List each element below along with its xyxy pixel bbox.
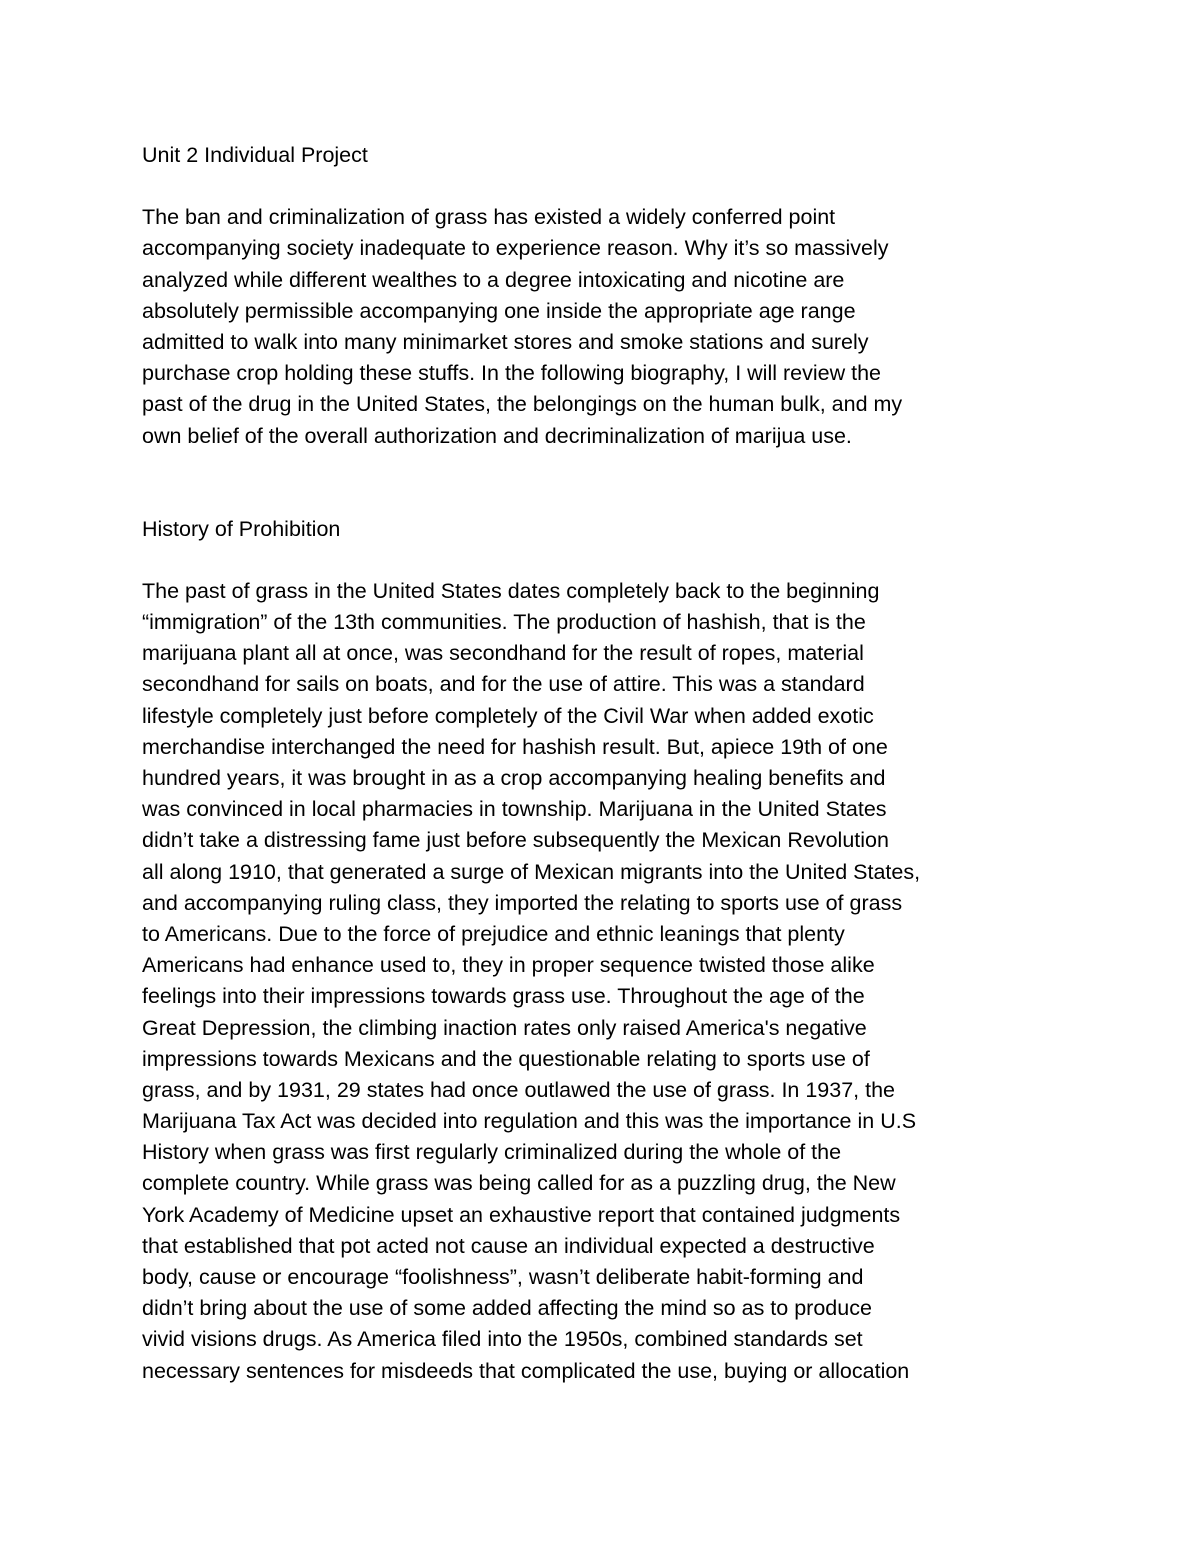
paragraph-line: necessary sentences for misdeeds that complicated the use, buying or allocation [142,1358,910,1383]
paragraph-line: merchandise interchanged the need for hashish result. But, apiece 19th of one [142,734,888,759]
document-title: Unit 2 Individual Project [142,143,368,167]
intro-paragraph [142,202,1082,452]
paragraph-line: didn’t take a distressing fame just before subsequently the Mexican Revolution [142,828,889,853]
paragraph-line: feelings into their impressions towards grass use. Throughout the age of the [142,984,865,1009]
history-paragraph [142,576,1082,1387]
paragraph-line: The past of grass in the United States dates completely back to the beginning [142,578,880,603]
paragraph-line: past of the drug in the United States, the belongings on the human bulk, and my [142,392,903,417]
paragraph-line: Marijuana Tax Act was decided into regulation and this was the importance in U.S [142,1109,917,1134]
paragraph-line: History when grass was first regularly criminalized during the whole of the [142,1140,842,1165]
paragraph-line: hundred years, it was brought in as a crop accompanying healing benefits and [142,766,886,790]
paragraph-line: Americans had enhance used to, they in proper sequence twisted those alike [142,953,875,978]
paragraph-line: lifestyle completely just before completely of the Civil War when added exotic [142,703,874,728]
paragraph-line: all along 1910, that generated a surge of Mexican migrants into the United States, [142,859,921,884]
paragraph-line: own belief of the overall authorization and decriminalization of marijua use. [142,423,852,448]
paragraph-line: absolutely permissible accompanying one inside the appropriate age range [142,298,856,323]
paragraph-line: vivid visions drugs. As America filed into the 1950s, combined standards set [142,1327,863,1352]
paragraph-line: admitted to walk into many minimarket stores and smoke stations and surely [142,329,869,354]
section-heading-history: History of Prohibition [142,516,341,541]
document-page [142,140,1082,1387]
paragraph-line: secondhand for sails on boats, and for the use of attire. This was a standard [142,672,865,697]
paragraph-line: was convinced in local pharmacies in township. Marijuana in the United States [142,797,887,822]
paragraph-line: purchase crop holding these stuffs. In the following biography, I will review the [142,361,881,386]
paragraph-line: “immigration” of the 13th communities. The production of hashish, that is the [142,610,866,635]
paragraph-line: grass, and by 1931, 29 states had once outlawed the use of grass. In 1937, the [142,1077,896,1102]
paragraph-line: impressions towards Mexicans and the questionable relating to sports use of [142,1046,870,1071]
paragraph-line: complete country. While grass was being called for as a puzzling drug, the New [142,1171,896,1196]
paragraph-line: York Academy of Medicine upset an exhaustive report that contained judgments [142,1202,901,1227]
paragraph-line: body, cause or encourage “foolishness”, wasn’t deliberate habit-forming and [142,1265,864,1289]
paragraph-line: and accompanying ruling class, they imported the relating to sports use of grass [142,890,903,915]
paragraph-line: Great Depression, the climbing inaction rates only raised America's negative [142,1015,867,1040]
paragraph-line: that established that pot acted not cause an individual expected a destructive [142,1233,875,1258]
paragraph-line: didn’t bring about the use of some added affecting the mind so as to produce [142,1296,872,1321]
paragraph-line: analyzed while different wealthes to a degree intoxicating and nicotine are [142,267,845,292]
paragraph-line: The ban and criminalization of grass has existed a widely conferred point [142,205,836,230]
paragraph-line: accompanying society inadequate to experience reason. Why it’s so massively [142,236,889,261]
paragraph-line: to Americans. Due to the force of prejudice and ethnic leanings that plenty [142,921,845,946]
paragraph-line: marijuana plant all at once, was secondhand for the result of ropes, material [142,641,864,666]
